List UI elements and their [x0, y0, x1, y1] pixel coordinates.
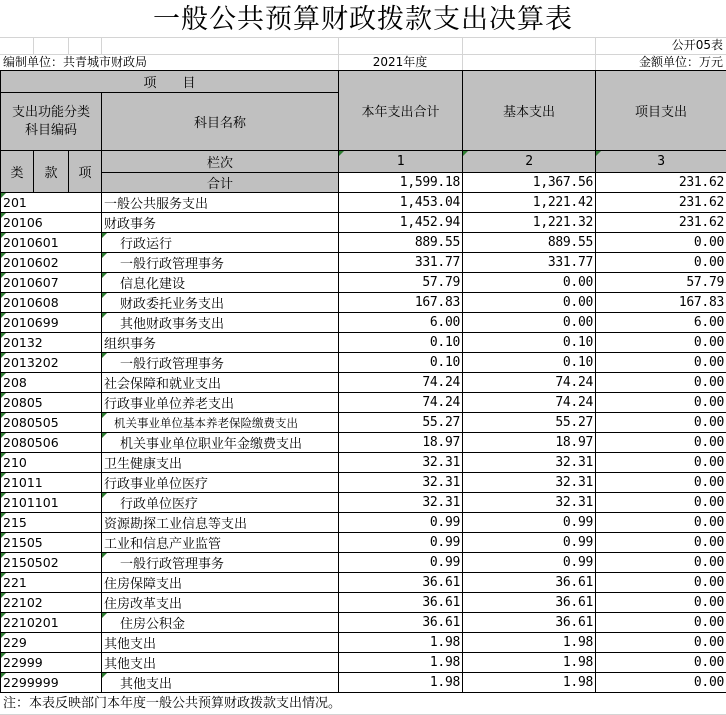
row-project[interactable]: 0.00	[596, 353, 726, 373]
table-row	[1, 593, 726, 613]
row-project[interactable]: 0.00	[596, 253, 726, 273]
table-row	[1, 653, 726, 673]
row-project[interactable]: 0.00	[596, 473, 726, 493]
row-project[interactable]: 231.62	[596, 213, 726, 233]
row-total[interactable]: 74.24	[339, 373, 463, 393]
page-title: 一般公共预算财政拨款支出决算表	[153, 4, 573, 35]
row-total[interactable]: 1.98	[339, 673, 463, 693]
row-subject-name[interactable]: 住房公积金	[102, 613, 339, 633]
row-subject-name[interactable]: 一般行政管理事务	[102, 353, 339, 373]
row-total[interactable]: 55.27	[339, 413, 463, 433]
column-no-3[interactable]: 3	[596, 151, 726, 173]
row-total[interactable]: 1,452.94	[339, 213, 463, 233]
row-subject-name[interactable]: 一般行政管理事务	[102, 553, 339, 573]
table-row	[1, 293, 726, 313]
row-subject-name[interactable]: 住房改革支出	[102, 593, 339, 613]
row-basic[interactable]: 1.98	[463, 673, 596, 693]
row-project[interactable]: 0.00	[596, 393, 726, 413]
header-lei[interactable]: 类	[1, 151, 34, 193]
row-basic[interactable]: 32.31	[463, 453, 596, 473]
row-project[interactable]: 231.62	[596, 193, 726, 213]
row-project[interactable]: 0.00	[596, 493, 726, 513]
total-sum[interactable]: 1,599.18	[339, 173, 463, 193]
gridline	[462, 37, 463, 70]
row-project[interactable]: 0.00	[596, 653, 726, 673]
expenditure-table	[0, 70, 726, 693]
table-row	[1, 353, 726, 373]
row-code[interactable]: 20805	[1, 393, 102, 413]
row-subject-name[interactable]: 行政事业单位医疗	[102, 473, 339, 493]
table-row	[1, 413, 726, 433]
row-code[interactable]: 229	[1, 633, 102, 653]
row-total[interactable]: 0.10	[339, 333, 463, 353]
row-code[interactable]: 2080505	[1, 413, 102, 433]
table-row	[1, 213, 726, 233]
gridline	[595, 37, 596, 70]
row-total[interactable]: 167.83	[339, 293, 463, 313]
row-basic[interactable]: 36.61	[463, 593, 596, 613]
header-column-no-label[interactable]: 栏次	[102, 151, 339, 173]
row-subject-name[interactable]: 社会保障和就业支出	[102, 373, 339, 393]
row-subject-name[interactable]: 行政运行	[102, 233, 339, 253]
row-project[interactable]: 0.00	[596, 433, 726, 453]
table-row	[1, 313, 726, 333]
row-code[interactable]: 2010601	[1, 233, 102, 253]
row-total[interactable]: 32.31	[339, 473, 463, 493]
row-basic[interactable]: 0.00	[463, 293, 596, 313]
row-code[interactable]: 221	[1, 573, 102, 593]
row-basic[interactable]: 0.99	[463, 533, 596, 553]
row-project[interactable]: 0.00	[596, 633, 726, 653]
row-subject-name[interactable]: 一般公共服务支出	[102, 193, 339, 213]
row-subject-name[interactable]: 其他财政事务支出	[102, 313, 339, 333]
row-total[interactable]: 331.77	[339, 253, 463, 273]
row-project[interactable]: 57.79	[596, 273, 726, 293]
row-code[interactable]: 20132	[1, 333, 102, 353]
row-total[interactable]: 36.61	[339, 613, 463, 633]
total-label[interactable]: 合计	[102, 173, 339, 193]
row-project[interactable]: 0.00	[596, 373, 726, 393]
table-row	[1, 373, 726, 393]
row-basic[interactable]: 1.98	[463, 653, 596, 673]
table-row	[1, 573, 726, 593]
table-row	[1, 273, 726, 293]
row-total[interactable]: 1.98	[339, 633, 463, 653]
row-total[interactable]: 0.99	[339, 553, 463, 573]
row-code[interactable]: 22102	[1, 593, 102, 613]
row-code[interactable]: 2010607	[1, 273, 102, 293]
gridline	[101, 37, 102, 54]
row-code[interactable]: 2010608	[1, 293, 102, 313]
row-code[interactable]: 210	[1, 453, 102, 473]
amount-unit: 金额单位：万元	[638, 55, 723, 69]
header-col-total[interactable]: 本年支出合计	[339, 71, 463, 151]
table-row	[1, 513, 726, 533]
row-basic[interactable]: 0.00	[463, 313, 596, 333]
row-project[interactable]: 167.83	[596, 293, 726, 313]
row-basic[interactable]: 0.99	[463, 513, 596, 533]
row-total[interactable]: 32.31	[339, 493, 463, 513]
table-row	[1, 493, 726, 513]
row-subject-name[interactable]: 工业和信息产业监管	[102, 533, 339, 553]
row-project[interactable]: 0.00	[596, 513, 726, 533]
header-func-code[interactable]	[1, 93, 102, 151]
header-col-project[interactable]: 项目支出	[596, 71, 726, 151]
header-item[interactable]: 项 目	[1, 71, 339, 93]
table-row	[1, 633, 726, 653]
table-row	[1, 553, 726, 573]
table-row	[1, 533, 726, 553]
row-total[interactable]: 0.10	[339, 353, 463, 373]
row-total[interactable]: 74.24	[339, 393, 463, 413]
row-subject-name[interactable]: 其他支出	[102, 673, 339, 693]
row-project[interactable]: 0.00	[596, 673, 726, 693]
column-no-2[interactable]: 2	[463, 151, 596, 173]
table-row	[1, 233, 726, 253]
table-row	[1, 433, 726, 453]
table-row	[1, 673, 726, 693]
row-project[interactable]: 0.00	[596, 613, 726, 633]
row-basic[interactable]: 0.00	[463, 273, 596, 293]
row-total[interactable]: 18.97	[339, 433, 463, 453]
header-subject-name[interactable]: 科目名称	[102, 93, 339, 151]
row-project[interactable]: 0.00	[596, 233, 726, 253]
row-subject-name[interactable]: 资源勘探工业信息等支出	[102, 513, 339, 533]
total-basic[interactable]: 1,367.56	[463, 173, 596, 193]
table-row	[1, 393, 726, 413]
row-basic[interactable]: 36.61	[463, 573, 596, 593]
row-code[interactable]: 20106	[1, 213, 102, 233]
row-code[interactable]: 22999	[1, 653, 102, 673]
fiscal-year: 2021年度	[372, 55, 428, 69]
row-project[interactable]: 0.00	[596, 573, 726, 593]
row-basic[interactable]: 1,221.42	[463, 193, 596, 213]
row-subject-name[interactable]: 其他支出	[102, 633, 339, 653]
row-code[interactable]: 21011	[1, 473, 102, 493]
row-code[interactable]: 2010699	[1, 313, 102, 333]
row-total[interactable]: 57.79	[339, 273, 463, 293]
row-project[interactable]: 0.00	[596, 553, 726, 573]
row-basic[interactable]: 18.97	[463, 433, 596, 453]
total-project[interactable]: 231.62	[596, 173, 726, 193]
table-row	[1, 613, 726, 633]
compiler-unit: 编制单位：共青城市财政局	[3, 55, 148, 69]
row-subject-name[interactable]: 行政单位医疗	[102, 493, 339, 513]
row-project[interactable]: 0.00	[596, 593, 726, 613]
row-basic[interactable]: 889.55	[463, 233, 596, 253]
header-xiang[interactable]: 项	[69, 151, 102, 193]
row-code[interactable]: 2013202	[1, 353, 102, 373]
table-row	[1, 473, 726, 493]
row-subject-name[interactable]: 财政委托业务支出	[102, 293, 339, 313]
table-row	[1, 453, 726, 473]
row-basic[interactable]: 74.24	[463, 393, 596, 413]
row-basic[interactable]: 55.27	[463, 413, 596, 433]
row-project[interactable]: 0.00	[596, 413, 726, 433]
row-subject-name[interactable]: 机关事业单位基本养老保险缴费支出	[102, 413, 339, 433]
header-kuan[interactable]: 款	[34, 151, 69, 193]
row-project[interactable]: 0.00	[596, 333, 726, 353]
row-code[interactable]: 2080506	[1, 433, 102, 453]
row-subject-name[interactable]: 财政事务	[102, 213, 339, 233]
row-code[interactable]: 21505	[1, 533, 102, 553]
row-total[interactable]: 1.98	[339, 653, 463, 673]
table-row	[1, 253, 726, 273]
row-basic[interactable]: 36.61	[463, 613, 596, 633]
row-code[interactable]: 2299999	[1, 673, 102, 693]
row-project[interactable]: 0.00	[596, 533, 726, 553]
row-subject-name[interactable]: 卫生健康支出	[102, 453, 339, 473]
row-total[interactable]: 36.61	[339, 593, 463, 613]
row-basic[interactable]: 1.98	[463, 633, 596, 653]
gridline	[33, 37, 34, 54]
row-code[interactable]: 215	[1, 513, 102, 533]
row-subject-name[interactable]: 一般行政管理事务	[102, 253, 339, 273]
table-row	[1, 193, 726, 213]
row-subject-name[interactable]: 行政事业单位养老支出	[102, 393, 339, 413]
row-basic[interactable]: 32.31	[463, 493, 596, 513]
row-code[interactable]: 2101101	[1, 493, 102, 513]
row-code[interactable]: 208	[1, 373, 102, 393]
row-basic[interactable]: 0.10	[463, 353, 596, 373]
row-basic[interactable]: 331.77	[463, 253, 596, 273]
row-basic[interactable]: 0.10	[463, 333, 596, 353]
row-total[interactable]: 6.00	[339, 313, 463, 333]
row-code[interactable]: 2150502	[1, 553, 102, 573]
row-subject-name[interactable]: 信息化建设	[102, 273, 339, 293]
row-code[interactable]: 201	[1, 193, 102, 213]
footnote: 注：本表反映部门本年度一般公共预算财政拨款支出情况。	[0, 692, 726, 715]
row-basic[interactable]: 32.31	[463, 473, 596, 493]
row-subject-name[interactable]: 组织事务	[102, 333, 339, 353]
row-basic[interactable]: 1,221.32	[463, 213, 596, 233]
row-code[interactable]: 2210201	[1, 613, 102, 633]
row-total[interactable]: 1,453.04	[339, 193, 463, 213]
row-basic[interactable]: 74.24	[463, 373, 596, 393]
row-subject-name[interactable]: 其他支出	[102, 653, 339, 673]
gridline	[68, 37, 69, 54]
row-project[interactable]: 0.00	[596, 453, 726, 473]
row-basic[interactable]: 0.99	[463, 553, 596, 573]
header-func-code-line2: 科目编码	[24, 122, 77, 138]
header-func-code-line1: 支出功能分类	[11, 104, 90, 120]
row-subject-name[interactable]: 住房保障支出	[102, 573, 339, 593]
row-total[interactable]: 32.31	[339, 453, 463, 473]
row-subject-name[interactable]: 机关事业单位职业年金缴费支出	[102, 433, 339, 453]
header-col-basic[interactable]: 基本支出	[463, 71, 596, 151]
row-total[interactable]: 889.55	[339, 233, 463, 253]
row-total[interactable]: 36.61	[339, 573, 463, 593]
form-number: 公开05表	[671, 38, 723, 52]
row-code[interactable]: 2010602	[1, 253, 102, 273]
table-row	[1, 333, 726, 353]
row-total[interactable]: 0.99	[339, 513, 463, 533]
row-project[interactable]: 6.00	[596, 313, 726, 333]
row-total[interactable]: 0.99	[339, 533, 463, 553]
column-no-1[interactable]: 1	[339, 151, 463, 173]
gridline	[0, 37, 726, 38]
